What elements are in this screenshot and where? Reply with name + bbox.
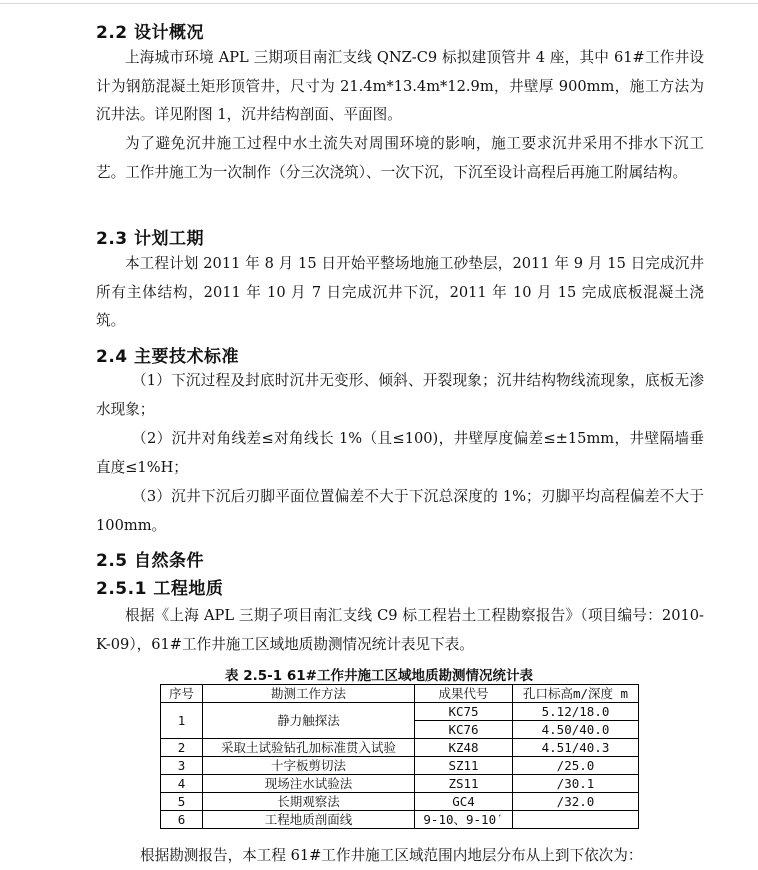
page-top-rule (0, 3, 758, 4)
heading-2-2: 2.2 设计概况 (96, 23, 205, 43)
cell-method: 长期观察法 (203, 793, 415, 811)
cell-value: /30.1 (513, 775, 639, 793)
cell-code: 9-10、9-10ˊ (415, 811, 513, 829)
table-caption: 表 2.5-1 61#工作井施工区域地质勘测情况统计表 (225, 668, 533, 684)
cell-no: 2 (161, 739, 203, 757)
cell-value: 4.51/40.3 (513, 739, 639, 757)
header-method: 勘测工作方法 (203, 685, 415, 703)
table-row (161, 757, 639, 775)
cell-method: 十字板剪切法 (203, 757, 415, 775)
cell-code: KC75 (415, 703, 513, 721)
cell-value: /25.0 (513, 757, 639, 775)
header-no: 序号 (161, 685, 203, 703)
heading-2-4: 2.4 主要技术标准 (96, 347, 240, 367)
cell-value: 4.50/40.0 (513, 721, 639, 739)
header-elevation: 孔口标高m/深度 m (513, 685, 639, 703)
cell-no: 1 (161, 703, 203, 739)
heading-2-3: 2.3 计划工期 (96, 229, 205, 249)
paragraph-construction-method: 为了避免沉井施工过程中水土流失对周围环境的影响，施工要求沉井采用不排水下沉工艺。工作井施工为一次制作（分三次浇筑）、一次下沉，下沉至设计高程后再施工附属结构。 (96, 135, 704, 181)
standard-item-2: （2）沉井对角线差≤对角线长 1%（且≤100)，井壁厚度偏差≤±15mm，井壁隔墙垂直度≤1%H； (96, 430, 704, 476)
paragraph-schedule: 本工程计划 2011 年 8 月 15 日开始平整场地施工砂垫层，2011 年 9 月 15 日完成沉井所有主体结构，2011 年 10 月 7 日完成沉井下沉，2011 年 10 月 15 完成底板混凝土浇筑。 (96, 255, 704, 330)
cell-method: 工程地质剖面线 (203, 811, 415, 829)
table-row (161, 775, 639, 793)
cell-method: 现场注水试验法 (203, 775, 415, 793)
header-code: 成果代号 (415, 685, 513, 703)
table-header-row (161, 685, 639, 703)
geology-survey-table (160, 684, 639, 829)
heading-2-5-1: 2.5.1 工程地质 (96, 579, 224, 599)
cell-code: SZ11 (415, 757, 513, 775)
cell-method: 采取土试验钻孔加标准贯入试验 (203, 739, 415, 757)
table-row (161, 811, 639, 829)
paragraph-design-overview: 上海城市环境 APL 三期项目南汇支线 QNZ-C9 标拟建顶管井 4 座，其中 61#工作井设计为钢筋混凝土矩形顶管井，尺寸为 21.4m*13.4m*12.9m，井壁厚 900mm，施工方法为沉井法。详见附图 1，沉井结构剖面、平面图。 (96, 49, 704, 124)
cell-value (513, 811, 639, 829)
cell-value: /32.0 (513, 793, 639, 811)
paragraph-strata-intro: 根据勘测报告，本工程 61#工作井施工区域范围内地层分布从上到下依次为： (140, 847, 643, 864)
cell-code: KZ48 (415, 739, 513, 757)
table-row (161, 703, 639, 721)
standard-item-1: （1）下沉过程及封底时沉井无变形、倾斜、开裂现象；沉井结构物线流现象，底板无渗水现象； (96, 372, 704, 418)
table-row (161, 793, 639, 811)
cell-no: 4 (161, 775, 203, 793)
cell-code: KC76 (415, 721, 513, 739)
standard-item-3: （3）沉井下沉后刃脚平面位置偏差不大于下沉总深度的 1%；刃脚平均高程偏差不大于 100mm。 (96, 488, 704, 534)
cell-value: 5.12/18.0 (513, 703, 639, 721)
paragraph-geology-report: 根据《上海 APL 三期子项目南汇支线 C9 标工程岩土工程勘察报告》（项目编号：2010-K-09），61#工作井施工区域地质勘测情况统计表见下表。 (96, 607, 704, 653)
heading-2-5: 2.5 自然条件 (96, 551, 205, 571)
cell-method: 静力触探法 (203, 703, 415, 739)
table-row (161, 739, 639, 757)
cell-code: GC4 (415, 793, 513, 811)
cell-no: 5 (161, 793, 203, 811)
cell-no: 6 (161, 811, 203, 829)
cell-no: 3 (161, 757, 203, 775)
cell-code: ZS11 (415, 775, 513, 793)
